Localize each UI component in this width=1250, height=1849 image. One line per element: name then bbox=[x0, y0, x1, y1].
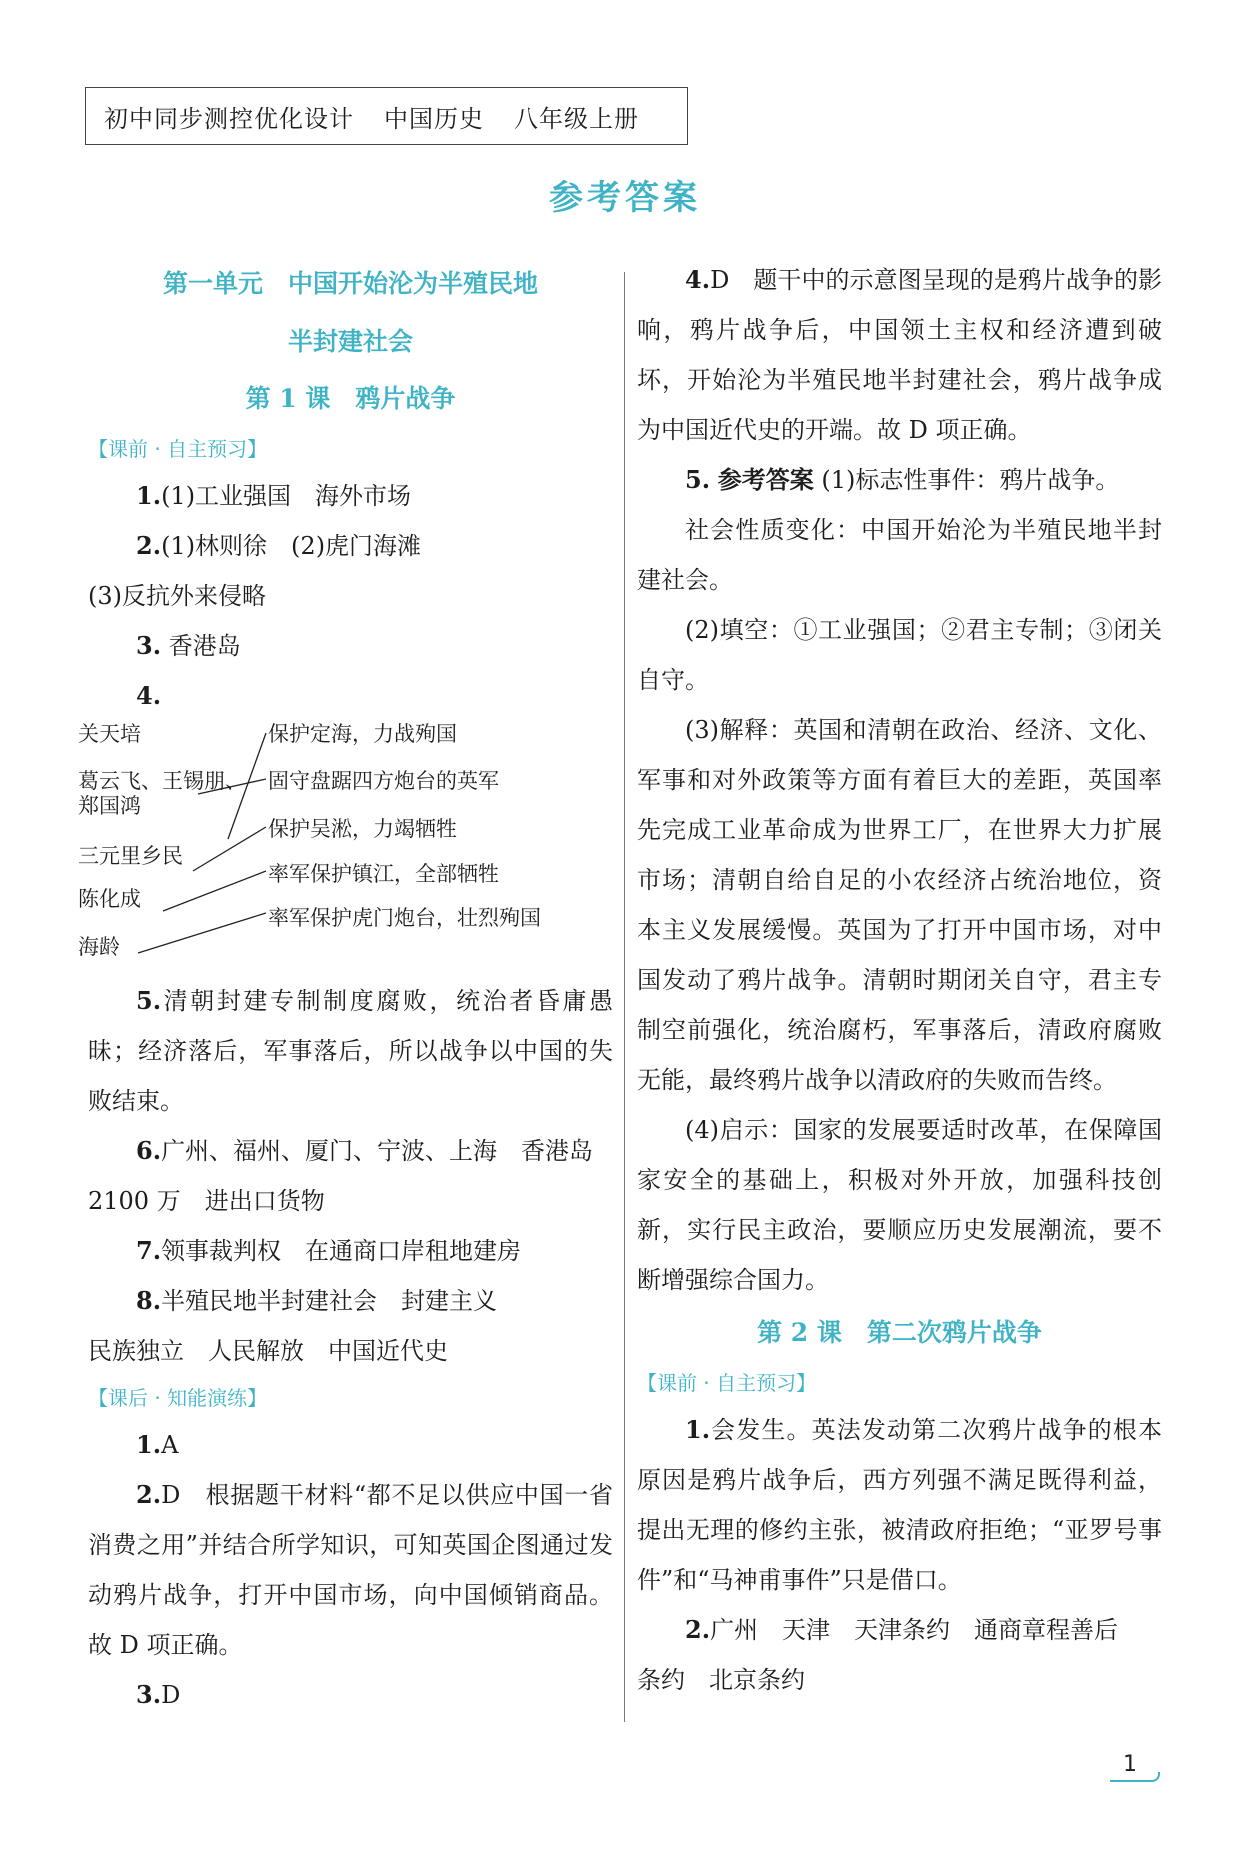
answer-b5 bbox=[637, 455, 1162, 505]
answer-b4-number: 4. bbox=[685, 265, 711, 294]
answer-a5 bbox=[88, 976, 613, 1126]
match-left-item: 关天培 bbox=[78, 722, 141, 746]
answer-b5-part: 社会性质变化：中国开始沦为半殖民地半封建社会。 bbox=[637, 516, 1162, 594]
answer-a5-text: 清朝封建专制制度腐败，统治者昏庸愚昧；经济落后，军事落后，所以战争以中国的失败结束。 bbox=[88, 987, 613, 1115]
answer-b3-number: 3. bbox=[136, 1680, 162, 1709]
left-column bbox=[78, 255, 613, 1720]
answer-a1-text: (1)工业强国 海外市场 bbox=[161, 482, 412, 510]
answer-a7 bbox=[88, 1226, 613, 1276]
answer-a8-continued: 民族独立 人民解放 中国近代史 bbox=[88, 1337, 448, 1365]
match-right-item: 率军保护镇江，全部牺牲 bbox=[268, 862, 499, 886]
answer-a7-text: 领事裁判权 在通商口岸租地建房 bbox=[161, 1237, 522, 1265]
match-right-item: 保护定海，力战殉国 bbox=[268, 722, 457, 746]
answer-a2-number: 2. bbox=[136, 531, 162, 560]
answer-a8 bbox=[88, 1276, 613, 1326]
answer-b3-text: D bbox=[161, 1681, 181, 1709]
answer-b5-number: 5. bbox=[685, 465, 711, 494]
answer-b5-part: (4)启示：国家的发展要适时改革，在保障国家安全的基础上，积极对外开放，加强科技创新，实行民主政治，要顺应历史发展潮流，要不断增强综合国力。 bbox=[637, 1116, 1162, 1294]
answer-a2 bbox=[88, 521, 613, 571]
header-grade: 八年级上册 bbox=[514, 104, 639, 133]
answer-a8-number: 8. bbox=[136, 1286, 162, 1315]
post-class-tag: 【课后 · 知能演练】 bbox=[88, 1386, 268, 1410]
match-left-item: 葛云飞、王锡朋、 bbox=[78, 769, 246, 793]
answer-a1 bbox=[88, 471, 613, 521]
answer-a2-continued: (3)反抗外来侵略 bbox=[88, 582, 266, 610]
match-left-item: 海龄 bbox=[78, 935, 120, 959]
page-number: 1 bbox=[1123, 1752, 1137, 1777]
match-left-item: 三元里乡民 bbox=[78, 844, 183, 868]
answer-a6-number: 6. bbox=[136, 1136, 162, 1165]
unit-title-line1: 第一单元 中国开始沦为半殖民地 bbox=[162, 269, 538, 298]
answer-c1 bbox=[637, 1405, 1162, 1605]
column-divider bbox=[624, 272, 625, 1722]
answer-b1-number: 1. bbox=[136, 1430, 162, 1459]
answer-a7-number: 7. bbox=[136, 1236, 162, 1265]
answer-b1-text: A bbox=[161, 1431, 179, 1459]
answer-a3 bbox=[88, 621, 613, 671]
matching-diagram bbox=[78, 721, 613, 976]
right-column bbox=[637, 255, 1162, 1705]
answer-a3-number: 3. bbox=[136, 631, 162, 660]
answer-b5-label: 参考答案 bbox=[717, 465, 814, 494]
answer-b5-text: (1)标志性事件：鸦片战争。 bbox=[821, 466, 1120, 494]
answer-b4-text: D 题干中的示意图呈现的是鸦片战争的影响，鸦片战争后，中国领土主权和经济遭到破坏，开始沦为半殖民地半封建社会，鸦片战争成为中国近代史的开端。故 D 项正确。 bbox=[637, 266, 1162, 444]
answer-a4 bbox=[88, 671, 613, 721]
answer-a6-continued: 2100 万 进出口货物 bbox=[88, 1187, 325, 1215]
unit-title-line2: 半封建社会 bbox=[287, 327, 413, 356]
header-series: 初中同步测控优化设计 bbox=[104, 104, 354, 133]
answer-b1 bbox=[88, 1420, 613, 1470]
lesson1-title: 第 1 课 鸦片战争 bbox=[245, 384, 456, 413]
match-left-item: 郑国鸿 bbox=[78, 794, 141, 818]
answer-a2-text: (1)林则徐 (2)虎门海滩 bbox=[161, 532, 422, 560]
answer-a3-text: 香港岛 bbox=[168, 632, 241, 660]
answer-c2-text: 广州 天津 天津条约 通商章程善后 bbox=[710, 1616, 1119, 1644]
answer-a6 bbox=[88, 1126, 613, 1176]
page-title: 参考答案 bbox=[549, 178, 701, 218]
answer-c2-continued: 条约 北京条约 bbox=[637, 1666, 805, 1694]
match-right-item: 率军保护虎门炮台，壮烈殉国 bbox=[268, 906, 541, 930]
answer-c1-number: 1. bbox=[685, 1415, 711, 1444]
lesson2-title: 第 2 课 第二次鸦片战争 bbox=[757, 1318, 1042, 1347]
answer-a1-number: 1. bbox=[136, 481, 162, 510]
pre-class-tag: 【课前 · 自主预习】 bbox=[637, 1371, 817, 1395]
header-subject: 中国历史 bbox=[384, 104, 484, 133]
answer-c1-text: 会发生。英法发动第二次鸦片战争的根本原因是鸦片战争后，西方列强不满足既得利益，提出无理的修约主张，被清政府拒绝；“亚罗号事件”和“马神甫事件”只是借口。 bbox=[637, 1416, 1162, 1594]
answer-a4-number: 4. bbox=[136, 681, 162, 710]
answer-b2-text: D 根据题干材料“都不足以供应中国一省消费之用”并结合所学知识，可知英国企图通过发动鸦片战争，打开中国市场，向中国倾销商品。故 D 项正确。 bbox=[88, 1481, 613, 1659]
answer-b2-number: 2. bbox=[136, 1480, 162, 1509]
answer-a6-text: 广州、福州、厦门、宁波、上海 香港岛 bbox=[161, 1137, 594, 1165]
answer-a5-number: 5. bbox=[136, 986, 162, 1015]
pre-class-tag: 【课前 · 自主预习】 bbox=[88, 437, 268, 461]
answer-b3 bbox=[88, 1670, 613, 1720]
answer-b5-part: (2)填空：①工业强国；②君主专制；③闭关自守。 bbox=[637, 616, 1162, 694]
answer-b4 bbox=[637, 255, 1162, 455]
answer-c2-number: 2. bbox=[685, 1615, 711, 1644]
match-left-item: 陈化成 bbox=[78, 887, 141, 911]
match-right-item: 保护吴淞，力竭牺牲 bbox=[268, 817, 457, 841]
book-header bbox=[85, 87, 688, 145]
answer-a8-text: 半殖民地半封建社会 封建主义 bbox=[161, 1287, 498, 1315]
answer-c2 bbox=[637, 1605, 1162, 1655]
page-number-decoration bbox=[1110, 1772, 1160, 1782]
match-right-item: 固守盘踞四方炮台的英军 bbox=[268, 769, 499, 793]
answer-b2 bbox=[88, 1470, 613, 1670]
answer-b5-part: (3)解释：英国和清朝在政治、经济、文化、军事和对外政策等方面有着巨大的差距，英国率先完成工业革命成为世界工厂，在世界大力扩展市场；清朝自给自足的小农经济占统治地位，资本主义发展缓慢。英国为了打开中国市场，对中国发动了鸦片战争。清朝时期闭关自守，君主专制空前强化，统治腐朽，军事落后，清政府腐败无能，最终鸦片战争以清政府的失败而告终。 bbox=[637, 716, 1162, 1094]
